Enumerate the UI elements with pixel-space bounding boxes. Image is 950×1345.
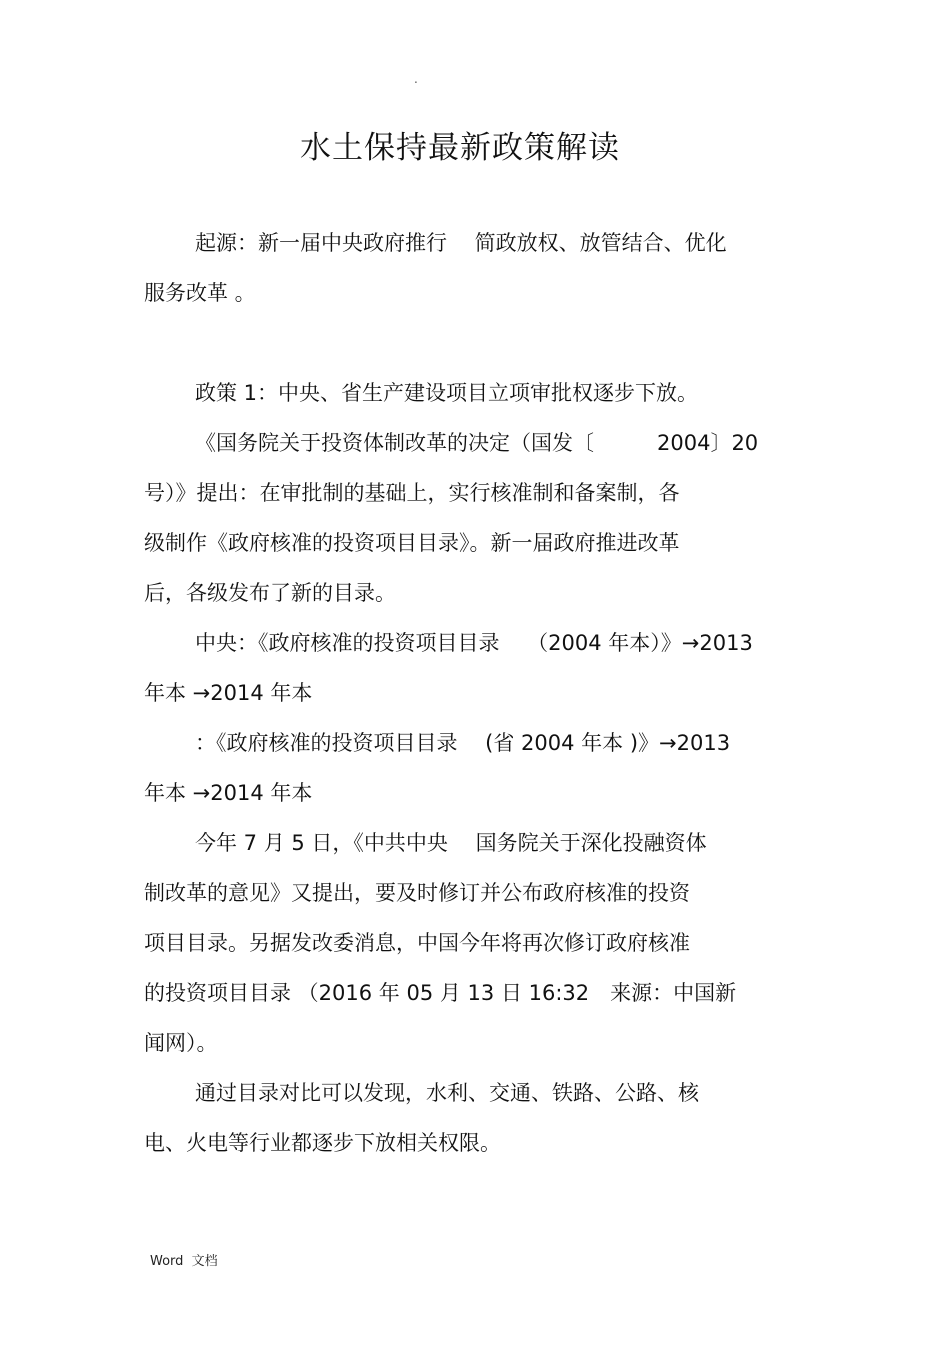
para-compare-line-1: 通过目录对比可以发现，水利、交通、铁路、公路、核 <box>195 1081 699 1105</box>
para-opinion-line-1: 今年 7 月 5 日，《中共中央 国务院关于深化投融资体 <box>195 831 707 855</box>
para-central-line-1: 中央：《政府核准的投资项目目录 （2004 年本）》→2013 <box>195 631 753 655</box>
policy-heading: 政策 1：中央、省生产建设项目立项审批权逐步下放。 <box>195 381 699 405</box>
para-decision-line-1: 《国务院关于投资体制改革的决定（国发〔 2004〕20 <box>195 431 759 455</box>
page-title: 水土保持最新政策解读 <box>300 130 620 166</box>
para-opinion-line-4: 的投资项目目录 （2016 年 05 月 13 日 16:32 来源：中国新 <box>144 981 737 1005</box>
para-decision-line-4: 后，各级发布了新的目录。 <box>144 581 396 605</box>
para-origin-line-2: 服务改革 。 <box>144 281 256 305</box>
para-opinion-line-3: 项目目录。另据发改委消息，中国今年将再次修订政府核准 <box>144 931 690 955</box>
para-province-line-2: 年本 →2014 年本 <box>144 781 313 805</box>
page-footer: Word 文档 <box>150 1254 218 1269</box>
para-compare-line-2: 电、火电等行业都逐步下放相关权限。 <box>144 1131 501 1155</box>
header-dot: . <box>414 72 418 86</box>
para-central-line-2: 年本 →2014 年本 <box>144 681 313 705</box>
para-opinion-line-5: 闻网）。 <box>144 1031 218 1055</box>
para-opinion-line-2: 制改革的意见》又提出，要及时修订并公布政府核准的投资 <box>144 881 690 905</box>
para-province-line-1: ：《政府核准的投资项目目录 (省 2004 年本 )》→2013 <box>195 731 731 755</box>
para-origin-line-1: 起源：新一届中央政府推行 简政放权、放管结合、优化 <box>195 231 727 255</box>
para-decision-line-3: 级制作《政府核准的投资项目目录》。新一届政府推进改革 <box>144 531 680 555</box>
para-decision-line-2: 号）》提出：在审批制的基础上，实行核准制和备案制，各 <box>144 481 680 505</box>
